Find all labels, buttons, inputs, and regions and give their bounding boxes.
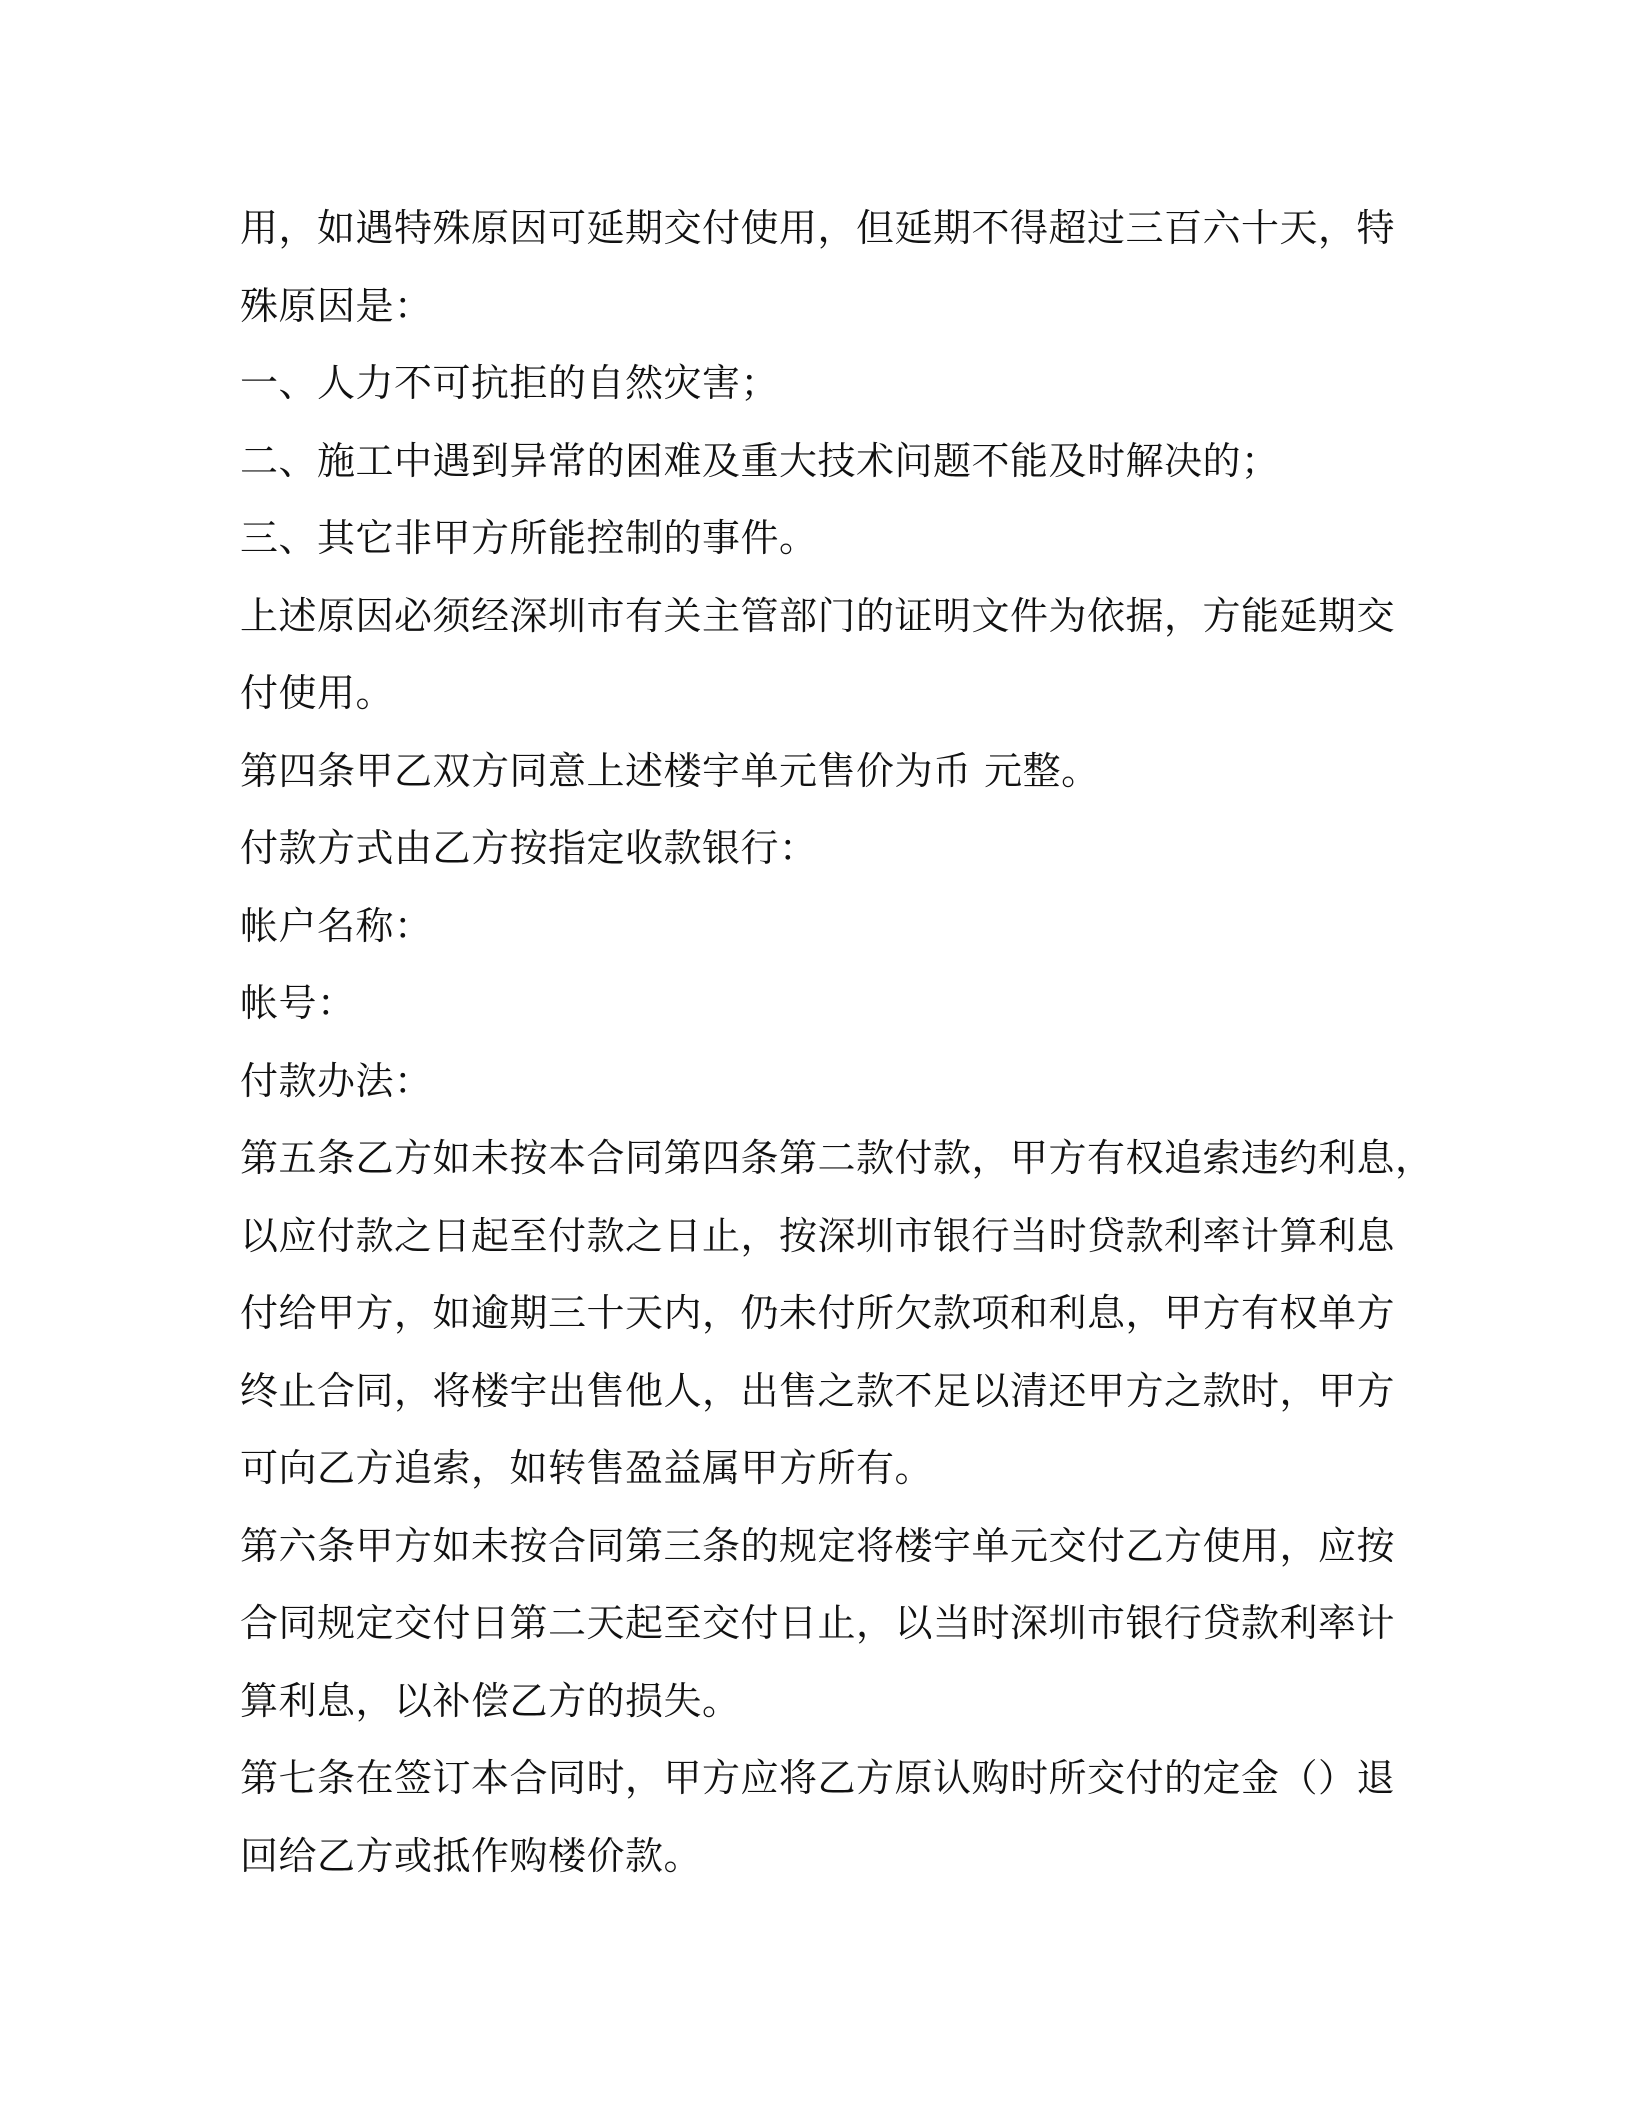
text-line: 殊原因是： <box>240 283 433 328</box>
text-line: 一、人力不可抗拒的自然灾害； <box>240 361 780 405</box>
text-line: 帐号： <box>240 981 356 1025</box>
text-line: 付款方式由乙方按指定收款银行： <box>240 826 818 870</box>
text-line: 第五条乙方如未按本合同第四条第二款付款，甲方有权追索违约利息， <box>240 1136 1434 1180</box>
text-line: 第七条在签订本合同时，甲方应将乙方原认购时所交付的定金（）退 <box>240 1756 1396 1800</box>
text-line: 付给甲方，如逾期三十天内，仍未付所欠款项和利息，甲方有权单方 <box>240 1291 1396 1335</box>
text-line: 回给乙方或抵作购楼价款。 <box>240 1833 703 1878</box>
text-line: 第六条甲方如未按合同第三条的规定将楼宇单元交付乙方使用，应按 <box>240 1523 1396 1568</box>
text-line: 帐户名称： <box>240 903 433 948</box>
text-line: 以应付款之日起至付款之日止，按深圳市银行当时贷款利率计算利息 <box>240 1213 1396 1258</box>
text-line: 算利息，以补偿乙方的损失。 <box>240 1678 741 1723</box>
text-line: 二、施工中遇到异常的困难及重大技术问题不能及时解决的； <box>240 438 1280 483</box>
text-line: 用，如遇特殊原因可延期交付使用，但延期不得超过三百六十天，特 <box>240 206 1396 250</box>
text-line: 终止合同，将楼宇出售他人，出售之款不足以清还甲方之款时，甲方 <box>240 1368 1396 1413</box>
text-line: 合同规定交付日第二天起至交付日止，以当时深圳市银行贷款利率计 <box>240 1601 1396 1645</box>
text-line: 三、其它非甲方所能控制的事件。 <box>240 516 818 560</box>
text-line: 第四条甲乙双方同意上述楼宇单元售价为币 元整。 <box>240 748 1100 793</box>
text-line: 付使用。 <box>240 671 395 715</box>
text-line: 可向乙方追索，如转售盈益属甲方所有。 <box>240 1446 934 1490</box>
text-line: 上述原因必须经深圳市有关主管部门的证明文件为依据，方能延期交 <box>240 593 1396 638</box>
text-line: 付款办法： <box>240 1058 433 1103</box>
document-body <box>240 190 1434 1895</box>
